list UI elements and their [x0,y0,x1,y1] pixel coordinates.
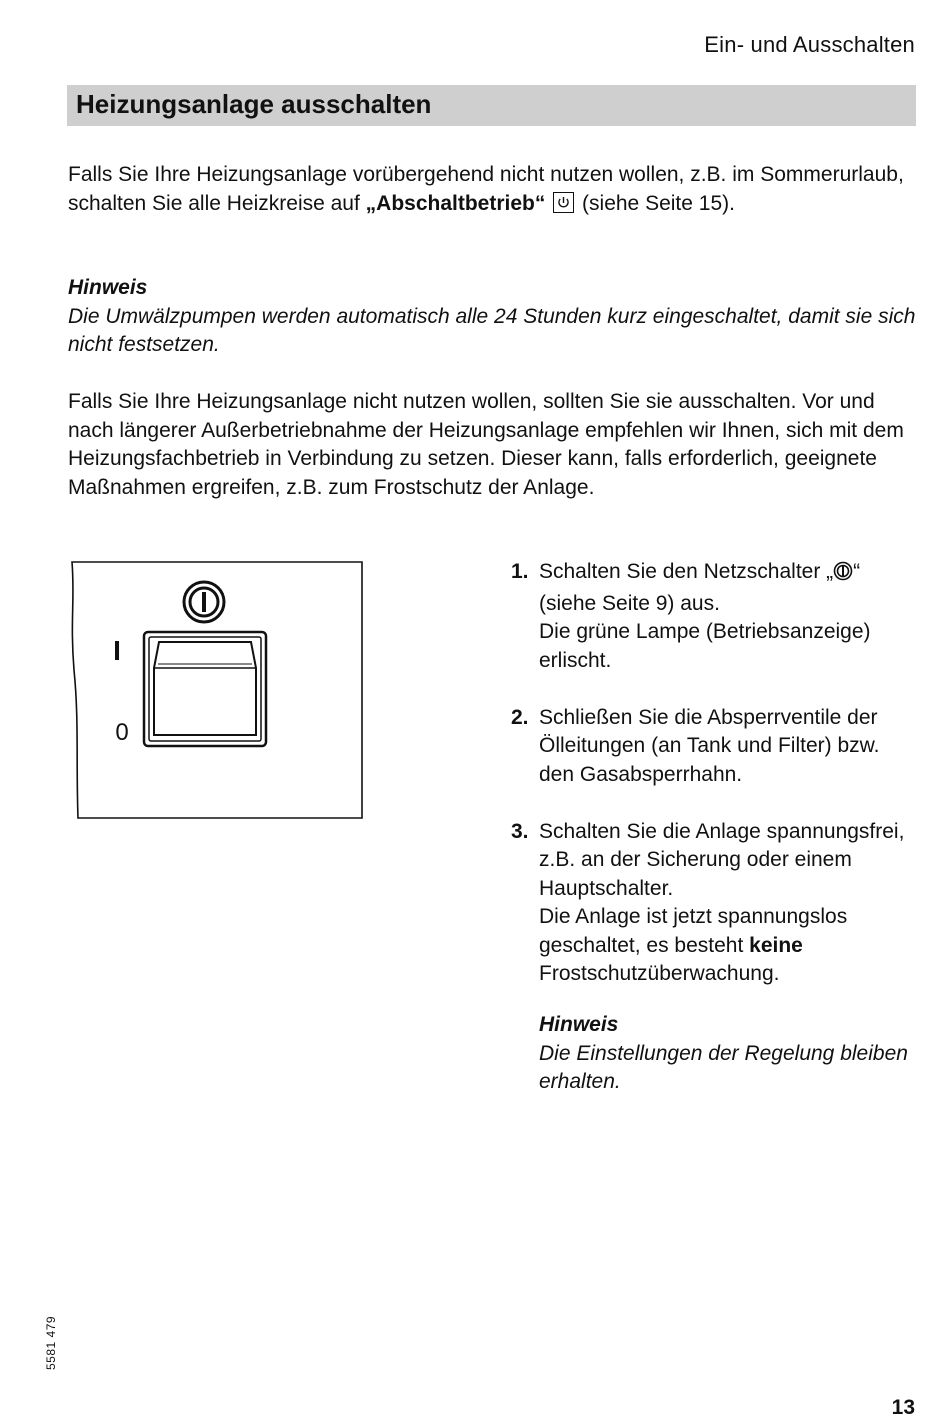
power-switch-figure [62,560,367,822]
step-text: Die grüne Lampe (Betriebsanzeige) erlischt. [539,620,871,672]
step-number: 3. [511,819,529,843]
step-text: Schalten Sie die Anlage spannungsfrei, z.B. an der Sicherung oder einem Hauptschalter. [539,819,905,900]
note-text: Die Umwälzpumpen werden automatisch alle 24 Stunden kurz eingeschaltet, damit sie sich nicht festsetzen. [68,304,916,356]
running-header: Ein- und Ausschalten [704,32,915,57]
list-item [511,704,916,790]
power-symbol-icon [184,582,224,622]
step-number: 1. [511,560,529,583]
standby-mode-icon [553,192,574,213]
switch-label-off: 0 [115,719,129,746]
steps-list [511,558,916,1017]
note-block-2 [539,1011,919,1097]
document-number: 5581 479 [44,1315,58,1370]
step-text: “ (siehe Seite 9) aus. [539,560,861,615]
paragraph-2: Falls Sie Ihre Heizungsanlage nicht nutzen wollen, sollten Sie sie ausschalten. Vor und nach längerer Außerbetriebnahme der Heizungsanlage empfehlen wir Ihnen, sich mit dem Heizungsfachbetrieb in Verbindung zu setzen. Dieser kann, falls erforderlich, geeignete Maßnahmen ergreifen, z.B. zum Frostschutz der Anlage. [68,390,904,499]
page-number: 13 [891,1396,915,1419]
power-switch-icon [833,561,853,590]
step-text: Frostschutzüberwachung. [539,962,780,985]
section-title-bar [67,85,916,126]
section-title: Heizungsanlage ausschalten [76,89,432,119]
step-text: Die Anlage ist jetzt spannungslos geschaltet, es besteht [539,905,848,957]
rocker-switch [154,642,256,735]
intro-paragraph [68,161,913,218]
step-text: Schalten Sie den Netzschalter „ [539,560,834,583]
switch-label-on: I [113,635,121,666]
intro-text-1: Falls Sie Ihre Heizungsanlage vorübergehend nicht nutzen wollen, z.B. im Sommerurlaub, schalten Sie alle Heizkreise auf [68,163,904,215]
list-item [511,818,916,989]
list-item [511,558,916,675]
intro-bold-term: „Abschaltbetrieb“ [365,191,546,215]
note-text: Die Einstellungen der Regelung bleiben erhalten. [539,1041,908,1093]
step-bold-term: keine [749,933,803,957]
note-title: Hinweis [68,276,148,299]
intro-text-2: (siehe Seite 15). [576,191,735,215]
step-text: Schließen Sie die Absperrventile der Ölleitungen (an Tank und Filter) bzw. den Gasabsperrhahn. [539,705,880,786]
note-title: Hinweis [539,1013,619,1036]
note-block-1 [68,274,928,360]
step-number: 2. [511,705,529,729]
